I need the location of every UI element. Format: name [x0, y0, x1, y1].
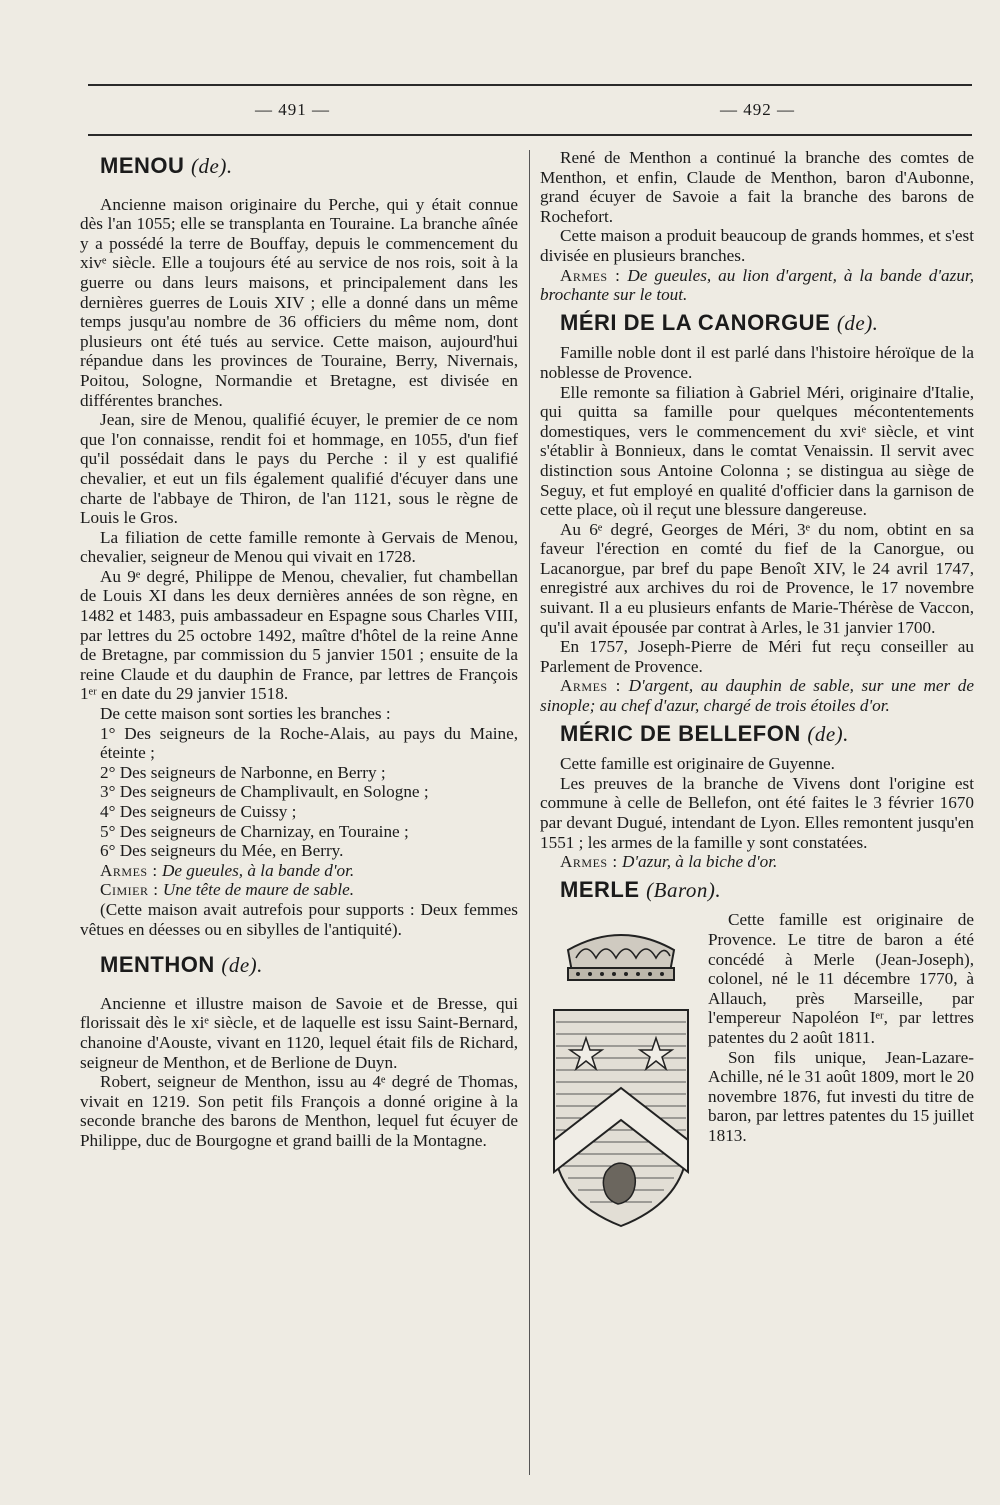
branch-item: 4° Des seigneurs de Cuissy ;: [100, 802, 297, 821]
entry-title-meri: MÉRI DE LA CANORGUE (de).: [560, 309, 879, 335]
cimier-line: Cimier : Une tête de maure de sable.: [100, 880, 355, 900]
paragraph: Robert, seigneur de Menthon, issu au 4ᵉ degré de Thomas, vivait en 1219. Son petit fils François a donné origine à la seconde branche des barons de Menthon, lequel fut écuyer de Philippe, duc de Bourgogne et grand bailli de la Montagne.: [80, 1072, 518, 1150]
paragraph: Ancienne et illustre maison de Savoie et de Bresse, qui florissait dès le xiᵉ siècle, et de laquelle est issu Saint-Bernard, chanoine d'Aouste, vivant en 1120, lequel était fils de Richard, seigneur de Menthon, et de Berlione de Duyn.: [80, 993, 518, 1072]
merle-entry: [540, 910, 974, 1145]
right-column: [540, 148, 974, 1230]
armes-line: Armes : De gueules, au lion d'argent, à la bande d'azur, brochante sur le tout.: [540, 265, 975, 305]
paragraph: Famille noble dont il est parlé dans l'histoire héroïque de la noblesse de Provence.: [540, 343, 974, 382]
armes-line: Armes : D'argent, au dauphin de sable, sur une mer de sinople; au chef d'azur, chargé de trois étoiles d'or.: [540, 676, 974, 716]
top-rule: [88, 84, 972, 86]
shield-icon: [554, 1010, 688, 1226]
page-number-left: — 491 —: [255, 100, 330, 119]
paragraph: René de Menthon a continué la branche des comtes de Menthon, et enfin, Claude de Menthon, baron d'Aubonne, grand écuyer de Savoie a fait la branche des barons de Rochefort.: [540, 148, 974, 226]
entry-title-meric: MÉRIC DE BELLEFON (de).: [560, 720, 849, 746]
armes-line: Armes : D'azur, à la biche d'or.: [560, 852, 778, 872]
branch-item: 1° Des seigneurs de la Roche-Alais, au pays du Maine, éteinte ;: [100, 723, 518, 763]
paragraph: Les preuves de la branche de Vivens dont l'origine est commune à celle de Bellefon, ont été faites le 3 février 1670 par devant Dugué, intendant de Lyon. Elles remontent jusqu'en 1551 ; les armes de la famille y sont constatées.: [540, 773, 974, 852]
branch-item: 5° Des seigneurs de Charnizay, en Touraine ;: [100, 821, 409, 841]
paragraph: Jean, sire de Menou, qualifié écuyer, le premier de ce nom que l'on connaisse, rendit foi et hommage, en 1055, d'un fief qu'il possédait dans le pays du Perche : il y est qualifié chevalier, et eut un fils également qualifié d'écuyer dans une charte de l'abbaye de Thiron, de l'an 1121, sous le règne de Louis le Gros.: [80, 410, 518, 528]
coat-of-arms-icon: [546, 910, 696, 1230]
coronet-icon: [568, 935, 674, 980]
paragraph: Elle remonte sa filiation à Gabriel Méri, originaire d'Italie, qui quitta sa famille pour quelques mécontentements domestiques, vers le commencement du xviᵉ siècle, et vint s'établir à Bonnieux, dans le comtat Venaissin. Il servit avec distinction sous Antoine Colonna ; se distingua au siège de Seguy, et fut employé en qualité d'officier dans la garnison de cette place, où il reçut une blessure dangereuse.: [540, 382, 974, 520]
paragraph: Cette famille est originaire de Provence. Le titre de baron a été concédé à Merle (Jean-Joseph), colonel, né le 11 décembre 1770, à Allauch, près Marseille, par l'empereur Napoléon Iᵉʳ, par lettres patentes du 2 août 1811.: [708, 910, 974, 1047]
branch-item: 6° Des seigneurs du Mée, en Berry.: [100, 841, 344, 861]
paragraph: De cette maison sont sorties les branches :: [100, 704, 391, 724]
page-number-right: — 492 —: [720, 100, 795, 119]
branch-item: 3° Des seigneurs de Champlivault, en Sologne ;: [100, 782, 429, 802]
entry-title-menthon: MENTHON (de).: [100, 952, 263, 978]
paragraph: Cette maison a produit beaucoup de grands hommes, et s'est divisée en plusieurs branches.: [540, 226, 974, 265]
paragraph: Au 9ᵉ degré, Philippe de Menou, chevalier, fut chambellan de Louis XI dans les deux dernières années de son règne, en 1482 et 1483, puis ambassadeur en Espagne sous Charles VIII, par lettres du 25 octobre 1492, maître d'hôtel de la reine Anne de Bretagne, par commission du 5 janvier 1501 ; ensuite de la reine Claude et du dauphin de France, par lettres de François 1ᵉʳ en date du 29 janvier 1518.: [80, 566, 518, 704]
column-divider: [529, 150, 530, 1475]
supports-note: (Cette maison avait autrefois pour supports : Deux femmes vêtues en déesses ou en sibylles de l'antiquité).: [80, 899, 518, 939]
paragraph: Son fils unique, Jean-Lazare-Achille, né le 31 août 1809, mort le 20 novembre 1876, fut investi du titre de baron, par lettres patentes du 15 juillet 1813.: [708, 1047, 974, 1145]
entry-title-menou: MENOU (de).: [100, 153, 233, 178]
branch-item: 2° Des seigneurs de Narbonne, en Berry ;: [100, 762, 386, 782]
header-rule: [88, 134, 972, 136]
paragraph: Au 6ᵉ degré, Georges de Méri, 3ᵉ du nom, obtint en sa faveur l'érection en comté du fief de la Canorgue, ou Lacanorgue, par bref du pape Benoît XIV, le 24 avril 1747, enregistré aux archives du roi de Provence, le 17 novembre suivant. Il a eu plusieurs enfants de Marie-Thérèse de Vaccon, qu'il avait épousée par contrat à Arles, le 31 janvier 1700.: [540, 519, 974, 637]
paragraph: Ancienne maison originaire du Perche, qui y était connue dès l'an 1055; elle se transplanta en Touraine. La branche aînée y a possédé la terre de Bouffay, depuis le commencement du xivᵉ siècle. Elle a toujours été au service de nos rois, soit à la guerre ou dans leurs maisons, et principalement dans les dernières guerres de Louis XIV ; elle a donné dans un même temps jusqu'au nombre de 36 officiers du même nom, dont plusieurs ont été tués au service. Cette maison, aujourd'hui répandue dans les provinces de Touraine, Berry, Nivernais, Poitou, Sologne, Normandie et Bretagne, est divisée en différentes branches.: [80, 194, 518, 410]
armes-line: Armes : De gueules, à la bande d'or.: [100, 860, 355, 880]
entry-title-merle: MERLE (Baron).: [560, 876, 722, 902]
paragraph: En 1757, Joseph-Pierre de Méri fut reçu conseiller au Parlement de Provence.: [540, 637, 974, 676]
paragraph: Cette famille est originaire de Guyenne.: [560, 754, 835, 774]
paragraph: La filiation de cette famille remonte à Gervais de Menou, chevalier, seigneur de Menou qui vivait en 1728.: [80, 527, 518, 567]
left-column: [80, 148, 518, 1151]
